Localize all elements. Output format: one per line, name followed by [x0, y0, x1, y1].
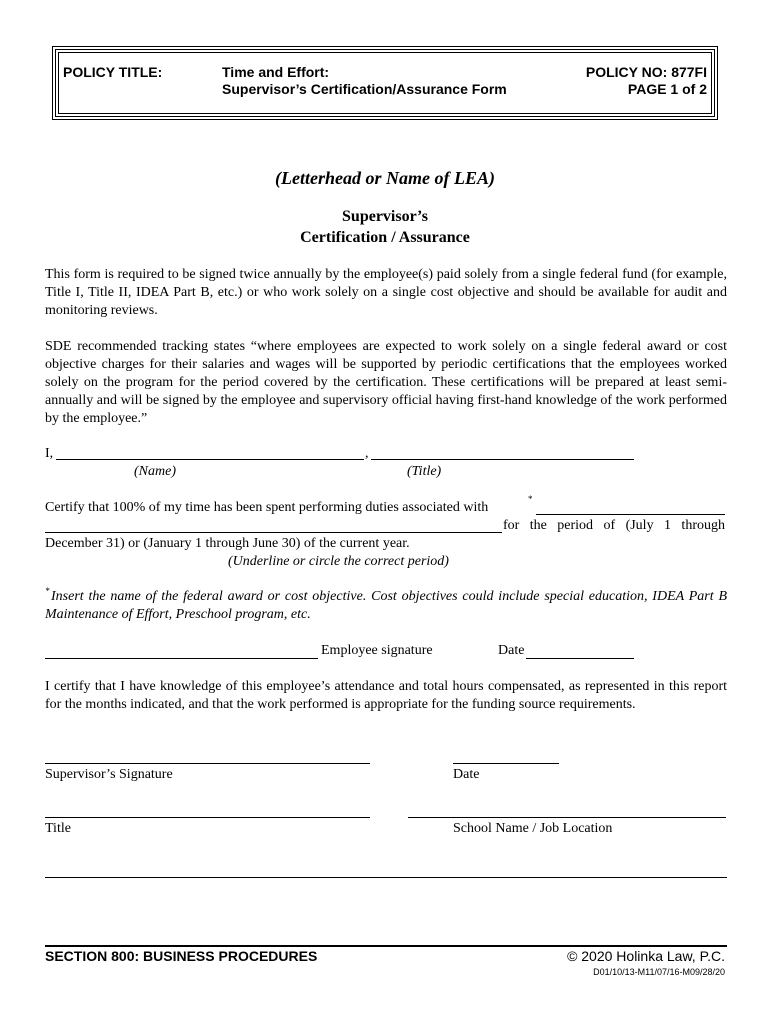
supervisor-title-field[interactable] — [45, 817, 370, 818]
employee-date-field[interactable] — [526, 658, 634, 659]
underline-note: (Underline or circle the correct period) — [228, 554, 449, 569]
date-label: Date — [498, 643, 525, 658]
policy-title-line1: Time and Effort: — [222, 64, 330, 80]
separator-line — [45, 877, 727, 878]
i-prefix: I, — [45, 446, 54, 461]
school-name-field[interactable] — [408, 817, 726, 818]
form-title-line2: Certification / Assurance — [300, 229, 470, 246]
sde-paragraph: SDE recommended tracking states “where employees are expected to work solely on a single federal award or cost objective charges for their salaries and wages will be supported by periodic certifications that the employees worked solely on the program for the period covered by the certification. These certifications will be prepared at least semi-annually and will be signed by the employee and supervisory official having first-hand knowledge of the work performed by the employee.” — [45, 339, 727, 426]
intro-paragraph: This form is required to be signed twice annually by the employee(s) paid solely from a single federal fund (for example, Title I, Title II, IDEA Part B, etc.) or who work solely on a single cost objective and should be available for audit and monitoring reviews. — [45, 267, 727, 318]
policy-header — [52, 46, 718, 120]
period-text: for the period of (July 1 through — [503, 518, 725, 533]
footer-copyright: © 2020 Holinka Law, P.C. — [567, 948, 725, 964]
title-field-label: Title — [45, 821, 71, 836]
policy-title-line2: Supervisor’s Certification/Assurance Form — [222, 81, 507, 97]
footer-rule — [45, 945, 727, 947]
federal-award-field-continued[interactable] — [45, 532, 502, 533]
supervisor-certification-text: I certify that I have knowledge of this employee’s attendance and total hours compensated, as represented in this report for the months indicated, and that the work performed is appropriate for the funding source requirements. — [45, 679, 727, 712]
name-field[interactable] — [56, 459, 364, 460]
supervisor-signature-label: Supervisor’s Signature — [45, 767, 173, 782]
letterhead: (Letterhead or Name of LEA) — [275, 168, 495, 188]
certify-text: Certify that 100% of my time has been spent performing duties associated with — [45, 500, 489, 515]
supervisor-signature-field[interactable] — [45, 763, 370, 764]
name-label: (Name) — [134, 464, 176, 479]
school-name-label: School Name / Job Location — [453, 821, 613, 836]
title-field[interactable] — [371, 459, 634, 460]
page-number: PAGE 1 of 2 — [627, 81, 707, 97]
employee-signature-field[interactable] — [45, 658, 318, 659]
policy-title-label: POLICY TITLE: — [63, 64, 163, 80]
supervisor-date-label: Date — [453, 767, 480, 782]
asterisk: * — [528, 494, 533, 504]
footer-code: D01/10/13-M11/07/16-M09/28/20 — [593, 967, 725, 977]
period-text-2: December 31) or (January 1 through June 30) of the current year. — [45, 536, 410, 551]
footer-section: SECTION 800: BUSINESS PROCEDURES — [45, 948, 318, 964]
form-title-line1: Supervisor’s — [342, 208, 428, 225]
employee-signature-label: Employee signature — [321, 643, 433, 658]
title-label: (Title) — [407, 464, 442, 479]
footnote: Insert the name of the federal award or cost objective. Cost objectives could include special education, IDEA Part B Maintenance of Effort, Preschool program, etc. — [45, 589, 727, 622]
policy-number: POLICY NO: 877FI — [585, 64, 707, 80]
federal-award-field[interactable] — [536, 514, 725, 515]
supervisor-date-field[interactable] — [453, 763, 559, 764]
